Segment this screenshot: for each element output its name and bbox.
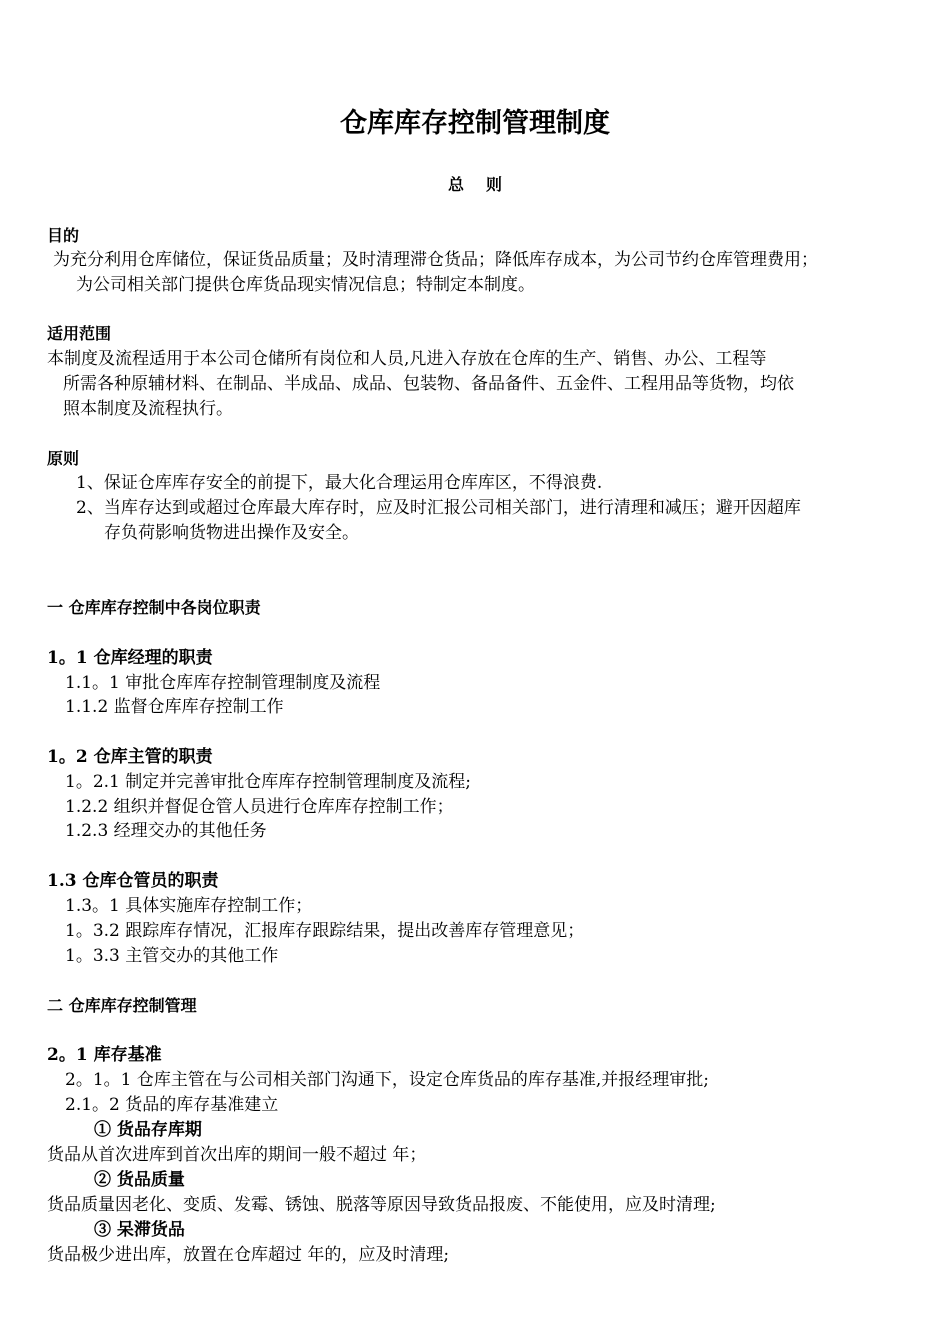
- section1-sub1-heading: 1。1 仓库经理的职责: [47, 648, 213, 668]
- section1-heading: 一 仓库库存控制中各岗位职责: [47, 598, 261, 617]
- document-title: 仓库库存控制管理制度: [340, 108, 610, 139]
- section2-heading: 二 仓库库存控制管理: [47, 996, 197, 1015]
- criterion-2-heading: ② 货品质量: [94, 1170, 185, 1190]
- section2-sub1-item-1: 2。1。1 仓库主管在与公司相关部门沟通下，设定仓库货品的库存基准,并报经理审批;: [65, 1070, 709, 1090]
- criterion-3-heading: ③ 呆滞货品: [94, 1220, 185, 1240]
- principle-item-2-line1: 2、当库存达到或超过仓库最大库存时，应及时汇报公司相关部门，进行清理和减压；避开因超库: [76, 498, 801, 518]
- document-subtitle: 总则: [447, 175, 524, 194]
- section2-sub1-item-2: 2.1。2 货品的库存基准建立: [65, 1095, 279, 1115]
- section1-sub3-item-3: 1。3.3 主管交办的其他工作: [65, 946, 279, 966]
- scope-text-line2: 所需各种原辅材料、在制品、半成品、成品、包装物、备品备件、五金件、工程用品等货物，均依: [63, 374, 794, 394]
- section1-sub1-item-2: 1.1.2 监督仓库库存控制工作: [65, 697, 284, 717]
- purpose-heading: 目的: [47, 226, 80, 245]
- purpose-text-line1: 为充分利用仓库储位，保证货品质量；及时清理滞仓货品；降低库存成本，为公司节约仓库管理费用；: [53, 250, 818, 270]
- scope-text-line3: 照本制度及流程执行。: [63, 399, 233, 419]
- section2-sub1-heading: 2。1 库存基准: [47, 1045, 162, 1065]
- section1-sub1-item-1: 1.1。1 审批仓库库存控制管理制度及流程: [65, 673, 381, 693]
- scope-heading: 适用范围: [47, 324, 112, 343]
- section1-sub3-heading: 1.3 仓库仓管员的职责: [47, 871, 219, 891]
- section1-sub2-item-2: 1.2.2 组织并督促仓管人员进行仓库库存控制工作；: [65, 797, 454, 817]
- section1-sub3-item-2: 1。3.2 跟踪库存情况，汇报库存跟踪结果，提出改善库存管理意见；: [65, 921, 585, 941]
- section1-sub3-item-1: 1.3。1 具体实施库存控制工作；: [65, 896, 313, 916]
- principle-item-1: 1、保证仓库库存安全的前提下，最大化合理运用仓库库区，不得浪费.: [76, 473, 603, 493]
- scope-text-line1: 本制度及流程适用于本公司仓储所有岗位和人员,凡进入存放在仓库的生产、销售、办公、工程等: [47, 349, 767, 369]
- criterion-1-heading: ① 货品存库期: [94, 1120, 202, 1140]
- purpose-text-line2: 为公司相关部门提供仓库货品现实情况信息；特制定本制度。: [76, 275, 535, 295]
- principle-item-2-line2: 存负荷影响货物进出操作及安全。: [104, 523, 359, 543]
- section1-sub2-item-3: 1.2.3 经理交办的其他任务: [65, 821, 267, 841]
- criterion-1-text: 货品从首次进库到首次出库的期间一般不超过 年；: [47, 1145, 427, 1165]
- criterion-2-text: 货品质量因老化、变质、发霉、锈蚀、脱落等原因导致货品报废、不能使用，应及时清理;: [47, 1195, 716, 1215]
- criterion-3-text: 货品极少进出库，放置在仓库超过 年的，应及时清理;: [47, 1245, 450, 1265]
- section1-sub2-heading: 1。2 仓库主管的职责: [47, 747, 213, 767]
- section1-sub2-item-1: 1。2.1 制定并完善审批仓库库存控制管理制度及流程;: [65, 772, 471, 792]
- principles-heading: 原则: [47, 449, 80, 468]
